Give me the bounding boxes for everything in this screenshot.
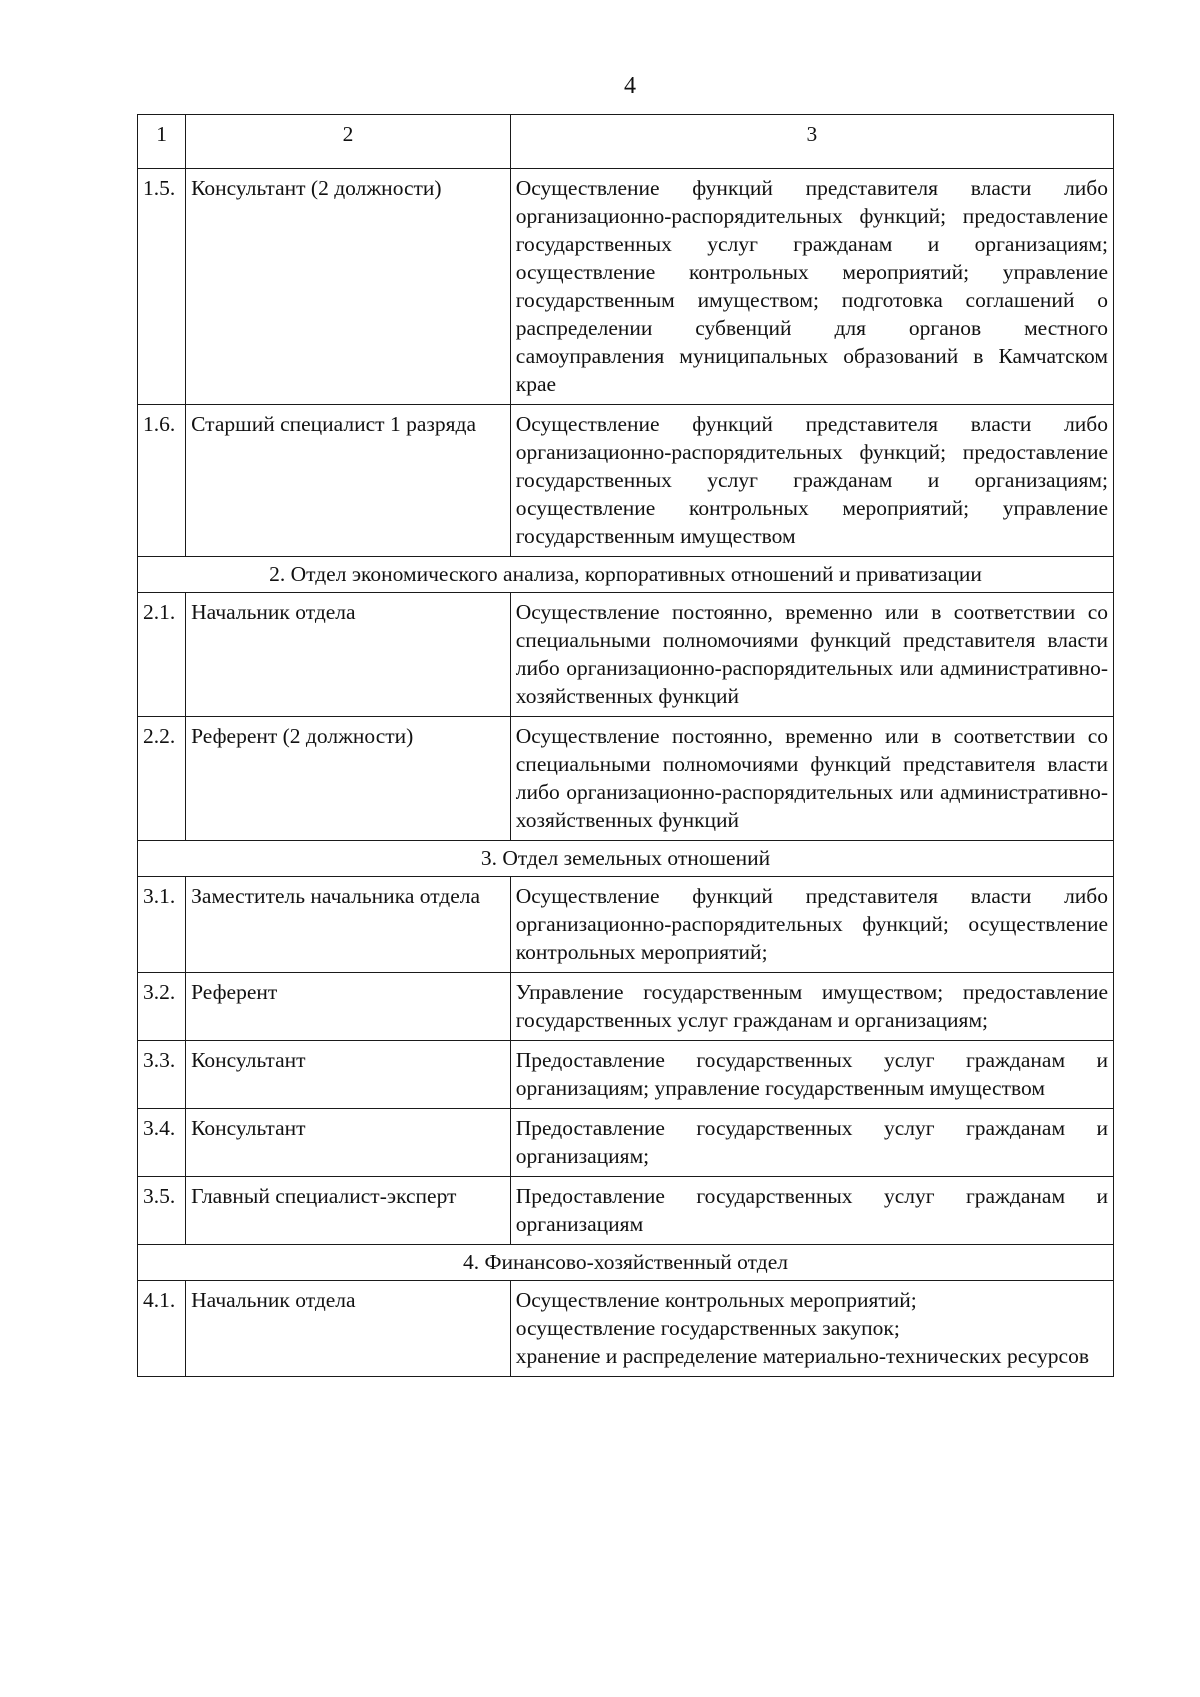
position-title: Референт (2 должности) <box>186 717 511 841</box>
row-number: 3.5. <box>138 1177 186 1245</box>
header-row <box>138 115 1114 169</box>
row-number: 2.1. <box>138 593 186 717</box>
section-title: 4. Финансово-хозяйственный отдел <box>138 1245 1114 1281</box>
function-text: осуществление государственных закупок; <box>515 1316 900 1340</box>
row-number: 1.6. <box>138 405 186 557</box>
table-row <box>138 717 1114 841</box>
function-text: Осуществление постоянно, временно или в соответствии со специальными полномочиями функций представителя власти либо организационно-распорядительных или административно-хозяйственных функций <box>515 600 1108 708</box>
row-number: 1.5. <box>138 169 186 405</box>
function-text: Осуществление функций представителя власти либо организационно-распорядительных функций; предоставление государственных услуг гражданам и организациям; осуществление контрольных мероприятий; управление государственным имуществом <box>515 412 1108 548</box>
functions-cell <box>510 1109 1113 1177</box>
table-row <box>138 1109 1114 1177</box>
section-row <box>138 557 1114 593</box>
function-text: Осуществление функций представителя власти либо организационно-распорядительных функций; предоставление государственных услуг гражданам и организациям; осуществление контрольных мероприятий; управление государственным имуществом; подготовка соглашений о распределении субвенций для органов местного самоуправления муниципальных образований в Камчатском крае <box>515 176 1108 396</box>
section-row <box>138 1245 1114 1281</box>
function-text: Осуществление функций представителя власти либо организационно-распорядительных функций; осуществление контрольных мероприятий; <box>515 884 1108 964</box>
position-title: Консультант (2 должности) <box>186 169 511 405</box>
row-number: 3.2. <box>138 973 186 1041</box>
function-text: Предоставление государственных услуг гражданам и организациям; управление государственным имуществом <box>515 1048 1108 1100</box>
page-number: 4 <box>624 73 636 99</box>
position-title: Заместитель начальника отдела <box>186 877 511 973</box>
position-title: Начальник отдела <box>186 1281 511 1377</box>
position-title: Референт <box>186 973 511 1041</box>
table-row <box>138 405 1114 557</box>
position-title: Консультант <box>186 1041 511 1109</box>
functions-cell <box>510 593 1113 717</box>
header-cell-1: 1 <box>138 115 186 169</box>
function-text: Предоставление государственных услуг гражданам и организациям <box>515 1184 1108 1236</box>
table-row <box>138 593 1114 717</box>
row-number: 3.3. <box>138 1041 186 1109</box>
position-title: Консультант <box>186 1109 511 1177</box>
table-body <box>138 115 1114 1377</box>
position-title: Главный специалист-эксперт <box>186 1177 511 1245</box>
function-text: хранение и распределение материально-технических ресурсов <box>515 1344 1089 1368</box>
row-number: 3.1. <box>138 877 186 973</box>
table-row <box>138 877 1114 973</box>
functions-cell <box>510 717 1113 841</box>
functions-cell <box>510 405 1113 557</box>
functions-cell <box>510 877 1113 973</box>
function-text: Предоставление государственных услуг гражданам и организациям; <box>515 1116 1108 1168</box>
table-row <box>138 1281 1114 1377</box>
function-text: Управление государственным имуществом; предоставление государственных услуг гражданам и организациям; <box>515 980 1108 1032</box>
function-text: Осуществление контрольных мероприятий; <box>515 1288 917 1312</box>
section-title: 3. Отдел земельных отношений <box>138 841 1114 877</box>
table-row <box>138 1041 1114 1109</box>
table-row <box>138 169 1114 405</box>
position-title: Старший специалист 1 разряда <box>186 405 511 557</box>
positions-table <box>137 114 1114 1377</box>
position-title: Начальник отдела <box>186 593 511 717</box>
row-number: 2.2. <box>138 717 186 841</box>
function-text: Осуществление постоянно, временно или в соответствии со специальными полномочиями функций представителя власти либо организационно-распорядительных или административно-хозяйственных функций <box>515 724 1108 832</box>
table-row <box>138 1177 1114 1245</box>
section-title: 2. Отдел экономического анализа, корпоративных отношений и приватизации <box>138 557 1114 593</box>
table-row <box>138 973 1114 1041</box>
functions-cell <box>510 1041 1113 1109</box>
functions-cell <box>510 973 1113 1041</box>
functions-cell <box>510 1281 1113 1377</box>
header-cell-2: 2 <box>186 115 511 169</box>
header-cell-3: 3 <box>510 115 1113 169</box>
functions-cell <box>510 1177 1113 1245</box>
row-number: 3.4. <box>138 1109 186 1177</box>
section-row <box>138 841 1114 877</box>
functions-cell <box>510 169 1113 405</box>
row-number: 4.1. <box>138 1281 186 1377</box>
